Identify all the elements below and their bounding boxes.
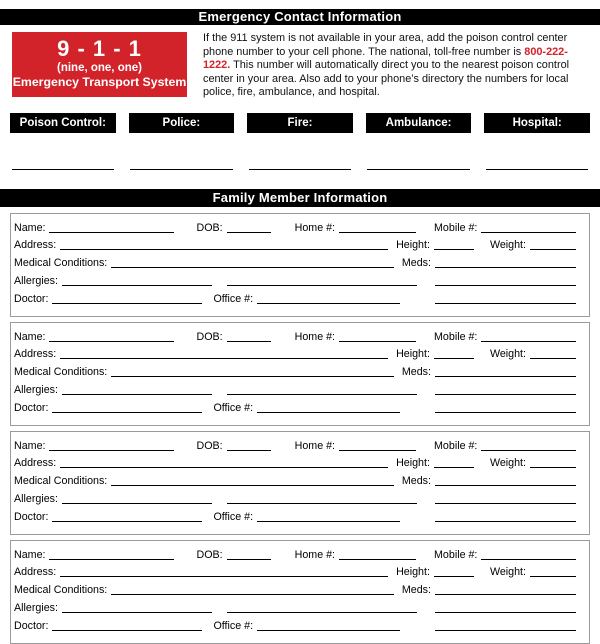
contact-label-ambulance: Ambulance: bbox=[366, 113, 472, 133]
home-phone-label: Home #: bbox=[294, 548, 336, 561]
contact-line-col-ambulance bbox=[366, 146, 472, 170]
allergies-extra-fill-line bbox=[227, 492, 417, 504]
address-fill-line bbox=[60, 456, 388, 468]
weight-label: Weight: bbox=[489, 457, 526, 470]
dob-label: DOB: bbox=[196, 439, 223, 452]
allergies-fill-line bbox=[62, 601, 212, 613]
poison-control-phone-number: 800-222-1222. bbox=[203, 45, 568, 71]
meds-label: Meds: bbox=[401, 257, 431, 270]
allergies-extra-fill-line bbox=[227, 601, 417, 613]
height-label: Height: bbox=[396, 239, 430, 252]
weight-fill-line bbox=[530, 565, 576, 577]
meds-fill-line bbox=[435, 365, 576, 377]
contact-label-police: Police: bbox=[129, 113, 235, 133]
meds-continued-fill-line-1 bbox=[435, 383, 576, 395]
address-label: Address: bbox=[14, 566, 57, 579]
section-header-family bbox=[0, 189, 600, 207]
office-phone-label: Office #: bbox=[213, 510, 254, 523]
address-fill-line bbox=[60, 565, 388, 577]
family-member-card bbox=[10, 431, 590, 535]
contact-col-ambulance bbox=[366, 113, 472, 133]
contact-line-col-hospital bbox=[484, 146, 590, 170]
instructions-text-before: If the 911 system is not available in your area, add the poison control center phone number to your cell phone. The national, toll-free number is bbox=[203, 32, 568, 58]
emergency-section-title: Emergency Contact Information bbox=[198, 9, 402, 24]
dob-label: DOB: bbox=[196, 221, 223, 234]
height-fill-line bbox=[434, 347, 474, 359]
home-phone-fill-line bbox=[339, 439, 416, 451]
emergency-contact-form bbox=[0, 9, 600, 644]
member-row-identity bbox=[14, 219, 576, 237]
dob-fill-line bbox=[227, 330, 271, 342]
member-row-medical bbox=[14, 254, 576, 272]
allergies-fill-line bbox=[62, 492, 212, 504]
allergies-fill-line bbox=[62, 383, 212, 395]
member-row-doctor bbox=[14, 399, 576, 417]
office-phone-label: Office #: bbox=[213, 292, 254, 305]
member-row-doctor bbox=[14, 290, 576, 308]
doctor-fill-line bbox=[52, 292, 202, 304]
meds-continued-fill-line-2 bbox=[435, 292, 576, 304]
ambulance-fill-line bbox=[367, 146, 469, 170]
mobile-phone-fill-line bbox=[481, 330, 576, 342]
family-section-title: Family Member Information bbox=[212, 189, 388, 205]
address-fill-line bbox=[60, 238, 388, 250]
home-phone-fill-line bbox=[339, 330, 416, 342]
meds-continued-fill-line-1 bbox=[435, 601, 576, 613]
contact-col-hospital bbox=[484, 113, 590, 133]
allergies-label: Allergies: bbox=[14, 383, 58, 396]
name-label: Name: bbox=[14, 221, 46, 234]
member-row-allergies bbox=[14, 272, 576, 290]
doctor-label: Doctor: bbox=[14, 401, 49, 414]
instructions-text-after: This number will automatically direct you to the nearest poison control center in your area. Also add to your phone’s directory the numbers for local police, fire, ambulance, and hospital. bbox=[203, 59, 570, 98]
weight-label: Weight: bbox=[489, 348, 526, 361]
doctor-label: Doctor: bbox=[14, 292, 49, 305]
member-row-address bbox=[14, 454, 576, 472]
meds-continued-fill-line-2 bbox=[435, 510, 576, 522]
dob-fill-line bbox=[227, 548, 271, 560]
meds-continued-fill-line-1 bbox=[435, 274, 576, 286]
doctor-label: Doctor: bbox=[14, 510, 49, 523]
meds-continued-fill-line-2 bbox=[435, 401, 576, 413]
meds-fill-line bbox=[435, 474, 576, 486]
emergency-contacts-labels bbox=[10, 113, 590, 133]
family-member-card bbox=[10, 322, 590, 426]
name-label: Name: bbox=[14, 330, 46, 343]
home-phone-label: Home #: bbox=[294, 330, 336, 343]
family-member-card bbox=[10, 213, 590, 317]
dob-label: DOB: bbox=[196, 548, 223, 561]
member-row-address bbox=[14, 563, 576, 581]
mobile-phone-fill-line bbox=[481, 439, 576, 451]
family-member-card bbox=[10, 540, 590, 644]
weight-fill-line bbox=[530, 347, 576, 359]
meds-label: Meds: bbox=[401, 366, 431, 379]
height-fill-line bbox=[434, 565, 474, 577]
member-row-identity bbox=[14, 546, 576, 564]
height-fill-line bbox=[434, 238, 474, 250]
weight-fill-line bbox=[530, 238, 576, 250]
911-number: 9 - 1 - 1 bbox=[57, 36, 142, 61]
meds-label: Meds: bbox=[401, 584, 431, 597]
poison-control-instructions bbox=[203, 32, 588, 100]
dob-fill-line bbox=[227, 439, 271, 451]
emergency-contacts-fill-lines bbox=[10, 146, 590, 170]
mobile-phone-label: Mobile #: bbox=[434, 439, 478, 452]
meds-fill-line bbox=[435, 256, 576, 268]
contact-label-fire: Fire: bbox=[247, 113, 353, 133]
home-phone-fill-line bbox=[339, 548, 416, 560]
mobile-phone-label: Mobile #: bbox=[434, 221, 478, 234]
meds-fill-line bbox=[435, 583, 576, 595]
member-row-identity bbox=[14, 437, 576, 455]
member-row-allergies bbox=[14, 599, 576, 617]
allergies-label: Allergies: bbox=[14, 274, 58, 287]
medical-conditions-label: Medical Conditions: bbox=[14, 257, 108, 270]
member-row-medical bbox=[14, 472, 576, 490]
contact-line-col-fire bbox=[247, 146, 353, 170]
contact-label-hospital: Hospital: bbox=[484, 113, 590, 133]
medical-conditions-fill-line bbox=[111, 583, 394, 595]
office-phone-fill-line bbox=[257, 401, 400, 413]
allergies-extra-fill-line bbox=[227, 383, 417, 395]
meds-label: Meds: bbox=[401, 475, 431, 488]
doctor-label: Doctor: bbox=[14, 619, 49, 632]
weight-label: Weight: bbox=[489, 239, 526, 252]
contact-col-fire bbox=[247, 113, 353, 133]
mobile-phone-label: Mobile #: bbox=[434, 330, 478, 343]
address-label: Address: bbox=[14, 457, 57, 470]
mobile-phone-fill-line bbox=[481, 221, 576, 233]
medical-conditions-fill-line bbox=[111, 365, 394, 377]
member-row-doctor bbox=[14, 617, 576, 635]
hospital-fill-line bbox=[486, 146, 588, 170]
dob-label: DOB: bbox=[196, 330, 223, 343]
meds-continued-fill-line-2 bbox=[435, 619, 576, 631]
office-phone-fill-line bbox=[257, 292, 400, 304]
section-header-emergency bbox=[0, 9, 600, 25]
member-row-identity bbox=[14, 328, 576, 346]
police-fill-line bbox=[130, 146, 232, 170]
medical-conditions-label: Medical Conditions: bbox=[14, 584, 108, 597]
allergies-extra-fill-line bbox=[227, 274, 417, 286]
name-fill-line bbox=[49, 330, 174, 342]
member-row-doctor bbox=[14, 508, 576, 526]
doctor-fill-line bbox=[52, 510, 202, 522]
medical-conditions-fill-line bbox=[111, 256, 394, 268]
member-row-allergies bbox=[14, 381, 576, 399]
home-phone-fill-line bbox=[339, 221, 416, 233]
office-phone-label: Office #: bbox=[213, 401, 254, 414]
office-phone-fill-line bbox=[257, 510, 400, 522]
name-label: Name: bbox=[14, 548, 46, 561]
contact-line-col-police bbox=[129, 146, 235, 170]
allergies-label: Allergies: bbox=[14, 601, 58, 614]
allergies-fill-line bbox=[62, 274, 212, 286]
doctor-fill-line bbox=[52, 619, 202, 631]
height-label: Height: bbox=[396, 457, 430, 470]
name-fill-line bbox=[49, 548, 174, 560]
address-label: Address: bbox=[14, 239, 57, 252]
member-row-address bbox=[14, 345, 576, 363]
home-phone-label: Home #: bbox=[294, 221, 336, 234]
contact-line-col-poison-control bbox=[10, 146, 116, 170]
medical-conditions-label: Medical Conditions: bbox=[14, 475, 108, 488]
911-callout bbox=[12, 32, 187, 97]
name-fill-line bbox=[49, 439, 174, 451]
mobile-phone-label: Mobile #: bbox=[434, 548, 478, 561]
911-pronunciation: (nine, one, one) bbox=[57, 62, 142, 74]
intro-section bbox=[12, 32, 588, 100]
name-label: Name: bbox=[14, 439, 46, 452]
office-phone-label: Office #: bbox=[213, 619, 254, 632]
height-fill-line bbox=[434, 456, 474, 468]
member-row-address bbox=[14, 236, 576, 254]
member-row-allergies bbox=[14, 490, 576, 508]
medical-conditions-fill-line bbox=[111, 474, 394, 486]
member-row-medical bbox=[14, 363, 576, 381]
contact-label-poison-control: Poison Control: bbox=[10, 113, 116, 133]
doctor-fill-line bbox=[52, 401, 202, 413]
poison-control-fill-line bbox=[12, 146, 114, 170]
member-row-medical bbox=[14, 581, 576, 599]
weight-fill-line bbox=[530, 456, 576, 468]
contact-col-poison-control bbox=[10, 113, 116, 133]
meds-continued-fill-line-1 bbox=[435, 492, 576, 504]
home-phone-label: Home #: bbox=[294, 439, 336, 452]
911-caption: Emergency Transport System bbox=[12, 75, 187, 89]
allergies-label: Allergies: bbox=[14, 492, 58, 505]
address-fill-line bbox=[60, 347, 388, 359]
name-fill-line bbox=[49, 221, 174, 233]
medical-conditions-label: Medical Conditions: bbox=[14, 366, 108, 379]
office-phone-fill-line bbox=[257, 619, 400, 631]
weight-label: Weight: bbox=[489, 566, 526, 579]
dob-fill-line bbox=[227, 221, 271, 233]
address-label: Address: bbox=[14, 348, 57, 361]
contact-col-police bbox=[129, 113, 235, 133]
fire-fill-line bbox=[249, 146, 351, 170]
height-label: Height: bbox=[396, 348, 430, 361]
height-label: Height: bbox=[396, 566, 430, 579]
family-member-list bbox=[10, 213, 590, 644]
mobile-phone-fill-line bbox=[481, 548, 576, 560]
